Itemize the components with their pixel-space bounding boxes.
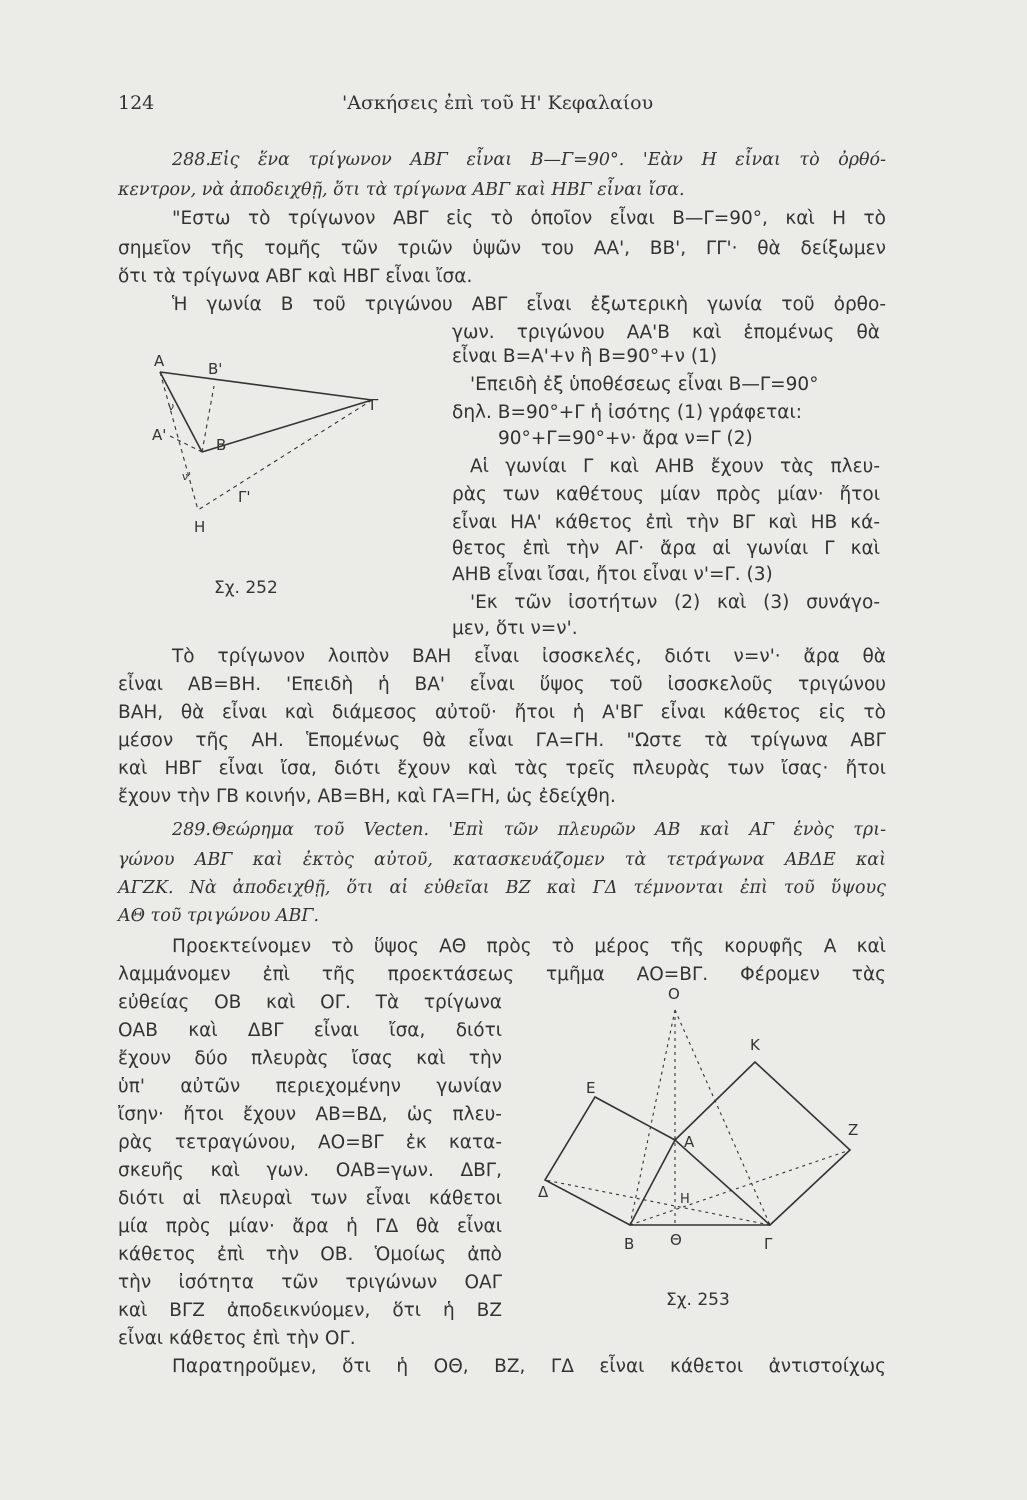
problem-289-statement-1: Θεώρημα τοῦ Vecten. 'Επὶ τῶν πλευρῶν ΑΒ καὶ ΑΓ ἑνὸς τρι- [212, 820, 886, 840]
p288-side-3: δηλ. Β=90°+Γ ἡ ἰσότης (1) γράφεται: [452, 402, 802, 423]
p288-after-1: εἶναι ΑΒ=ΒΗ. 'Επειδὴ ἡ ΒΑ' εἶναι ὕψος τοῦ ἰσοσκελοῦς τριγώνου [118, 674, 886, 695]
p289-side-8: μία πρὸς μίαν· ἄρα ἡ ΓΔ θὰ εἶναι [118, 1216, 502, 1237]
p288-line-1: σημεῖον τῆς τομῆς τῶν τριῶν ὑψῶν του ΑΑ', ΒΒ', ΓΓ'· θὰ δείξωμεν [118, 238, 886, 259]
fig253-label-th: Θ [670, 1231, 682, 1249]
p289-line-0: Προεκτείνομεν τὸ ὕψος ΑΘ πρὸς τὸ μέρος τῆς κορυφῆς Α καὶ [172, 936, 886, 957]
fig253-line-gd [545, 1180, 770, 1225]
p289-side-11: καὶ ΒΓΖ ἀποδεικνύομεν, ὅτι ἡ ΒΖ [118, 1300, 502, 1321]
p288-side-6: ρὰς των καθέτους μίαν πρὸς μίαν· ἤτοι [452, 484, 880, 505]
fig252-label-b1: Β' [208, 360, 223, 378]
fig253-label-e: Ε [586, 1079, 596, 1097]
p288-side-10: 'Εκ τῶν ἰσοτήτων (2) καὶ (3) συνάγο- [470, 592, 880, 613]
p288-after-3: μέσον τῆς ΑΗ. Ἑπομένως θὰ εἶναι ΓΑ=ΓΗ. "Ωστε τὰ τρίγωνα ΑΒΓ [118, 730, 886, 751]
p288-side-1: εἶναι Β=Α'+ν ἢ Β=90°+ν (1) [452, 346, 718, 367]
figure-252 [140, 340, 390, 560]
p288-line-2: ὅτι τὰ τρίγωνα ΑΒΓ καὶ ΗΒΓ εἶναι ἴσα. [118, 266, 473, 287]
p288-after-2: ΒΑΗ, θὰ εἶναι καὶ διάμεσος αὐτοῦ· ἤτοι ἡ Α'ΒΓ εἶναι κάθετος εἰς τὸ [118, 702, 886, 723]
p289-side-10: τὴν ἰσότητα τῶν τριγώνων ΟΑΓ [118, 1272, 502, 1293]
fig253-line-ob [630, 1010, 675, 1225]
fig253-square-agzk [675, 1062, 850, 1225]
fig253-label-k: Κ [750, 1036, 760, 1054]
fig252-label-g1: Γ' [238, 488, 251, 506]
p288-side-2: 'Επειδὴ ἐξ ὑποθέσεως εἶναι Β—Γ=90° [470, 374, 819, 395]
p288-side-5: Αἱ γωνίαι Γ καὶ ΑΗΒ ἔχουν τὰς πλευ- [470, 456, 880, 477]
p289-side-0: εὐθείας ΟΒ καὶ ΟΓ. Τὰ τρίγωνα [118, 992, 502, 1013]
fig253-label-a: Α [684, 1133, 695, 1151]
problem-288-statement-1: Εἰς ἕνα τρίγωνον ΑΒΓ εἶναι Β—Γ=90°. 'Εὰν Η εἶναι τὸ ὀρθό- [210, 150, 886, 170]
p288-after-4: καὶ ΗΒΓ εἶναι ἴσα, διότι ἔχουν καὶ τὰς τρεῖς πλευρὰς των ἴσας· ἤτοι [118, 758, 886, 779]
fig252-label-a1: Α' [152, 426, 167, 444]
fig253-label-h: Η [680, 1192, 690, 1207]
running-title: 'Ασκήσεις ἐπὶ τοῦ Η' Κεφαλαίου [342, 92, 654, 114]
fig252-label-h: Η [194, 518, 206, 536]
p288-side-11: μεν, ὅτι ν=ν'. [452, 618, 578, 639]
fig253-label-b: Β [624, 1235, 635, 1253]
p289-side-1: ΟΑΒ καὶ ΔΒΓ εἶναι ἴσα, διότι [118, 1020, 502, 1041]
figure-252-caption: Σχ. 252 [214, 578, 278, 598]
fig252-label-g: Γ [370, 396, 379, 414]
figure-253-caption: Σχ. 253 [666, 1290, 730, 1310]
problem-289-statement-3: ΑΓΖΚ. Νὰ ἀποδειχθῇ, ὅτι αἱ εὐθεῖαι ΒΖ καὶ ΓΔ τέμνονται ἐπὶ τοῦ ὕψους [118, 878, 886, 898]
p288-side-7: εἶναι ΗΑ' κάθετος ἐπὶ τὴν ΒΓ καὶ ΗΒ κά- [452, 512, 880, 533]
p288-line-0: "Εστω τὸ τρίγωνον ΑΒΓ εἰς τὸ ὁποῖον εἶναι Β—Γ=90°, καὶ Η τὸ [172, 208, 886, 229]
page-number: 124 [118, 92, 155, 114]
p289-line-1: λαμμάνομεν ἐπὶ τῆς προεκτάσεως τμῆμα ΑΟ=ΒΓ. Φέρομεν τὰς [118, 964, 886, 985]
fig253-label-d: Δ [538, 1183, 549, 1201]
p289-side-12: εἶναι κάθετος ἐπὶ τὴν ΟΓ. [118, 1328, 356, 1349]
fig252-altitude-gg1 [198, 400, 372, 510]
figure-253 [520, 975, 880, 1253]
p288-after-5: ἔχουν τὴν ΓΒ κοινήν, ΑΒ=ΒΗ, καὶ ΓΑ=ΓΗ, ὡς ἐδείχθη. [118, 786, 616, 807]
fig253-label-o: Ο [668, 985, 680, 1003]
problem-289-number: 289. [172, 820, 211, 840]
fig252-label-b: Β [216, 436, 227, 454]
p289-side-7: διότι αἱ πλευραὶ των εἶναι κάθετοι [118, 1188, 502, 1209]
problem-288-statement-2: κεντρον, νὰ ἀποδειχθῇ, ὅτι τὰ τρίγωνα ΑΒΓ καὶ ΗΒΓ εἶναι ἴσα. [118, 180, 685, 200]
p289-side-3: ὑπ' αὐτῶν περιεχομένην γωνίαν [118, 1076, 502, 1097]
p289-side-9: κάθετος ἐπὶ τὴν ΟΒ. Ὁμοίως ἀπὸ [118, 1244, 502, 1265]
fig252-label-a: Α [154, 352, 165, 370]
problem-289-statement-2: γώνου ΑΒΓ καὶ ἐκτὸς αὐτοῦ, κατασκευάζομεν τὰ τετράγωνα ΑΒΔΕ καὶ [118, 850, 886, 870]
fig253-label-g: Γ [764, 1235, 773, 1253]
p289-side-2: ἔχουν δύο πλευρὰς ἴσας καὶ τὴν [118, 1048, 502, 1069]
p288-side-4: 90°+Γ=90°+ν· ἄρα ν=Γ (2) [498, 428, 753, 449]
fig252-side-bg [202, 400, 372, 452]
fig253-label-z: Ζ [848, 1121, 859, 1139]
p289-side-4: ἴσην· ἤτοι ἔχουν ΑΒ=ΒΔ, ὡς πλευ- [118, 1104, 502, 1125]
p288-side-8: θετος ἐπὶ τὴν ΑΓ· ἄρα αἱ γωνίαι Γ καὶ [452, 538, 880, 559]
p288-after-0: Τὸ τρίγωνον λοιπὸν ΒΑΗ εἶναι ἰσοσκελές, διότι ν=ν'· ἄρα θὰ [172, 646, 886, 667]
problem-289-statement-4: ΑΘ τοῦ τριγώνου ΑΒΓ. [118, 906, 320, 926]
p289-last-line: Παρατηροῦμεν, ὅτι ἡ ΟΘ, ΒΖ, ΓΔ εἶναι κάθετοι ἀντιστοίχως [172, 1356, 886, 1377]
problem-288-number: 288. [172, 150, 211, 170]
fig252-altitude-bb1 [202, 386, 214, 452]
fig253-square-abde [545, 1097, 675, 1225]
fig252-label-nu1: ν' [182, 470, 192, 483]
fig252-side-ag [160, 372, 372, 400]
p289-side-6: σκευῆς καὶ γων. ΟΑΒ=γων. ΔΒΓ, [118, 1160, 502, 1181]
p288-side-0: γων. τριγώνου ΑΑ'Β καὶ ἑπομένως θὰ [452, 322, 880, 343]
p289-side-5: ρὰς τετραγώνου, ΑΟ=ΒΓ ἐκ κατα- [118, 1132, 502, 1153]
fig252-label-nu: ν [168, 400, 175, 413]
p288-side-9: ΑΗΒ εἶναι ἴσαι, ἤτοι εἶναι ν'=Γ. (3) [452, 564, 773, 585]
p288-line-3: Ἡ γωνία Β τοῦ τριγώνου ΑΒΓ εἶναι ἐξωτερικὴ γωνία τοῦ ὀρθο- [172, 294, 886, 315]
